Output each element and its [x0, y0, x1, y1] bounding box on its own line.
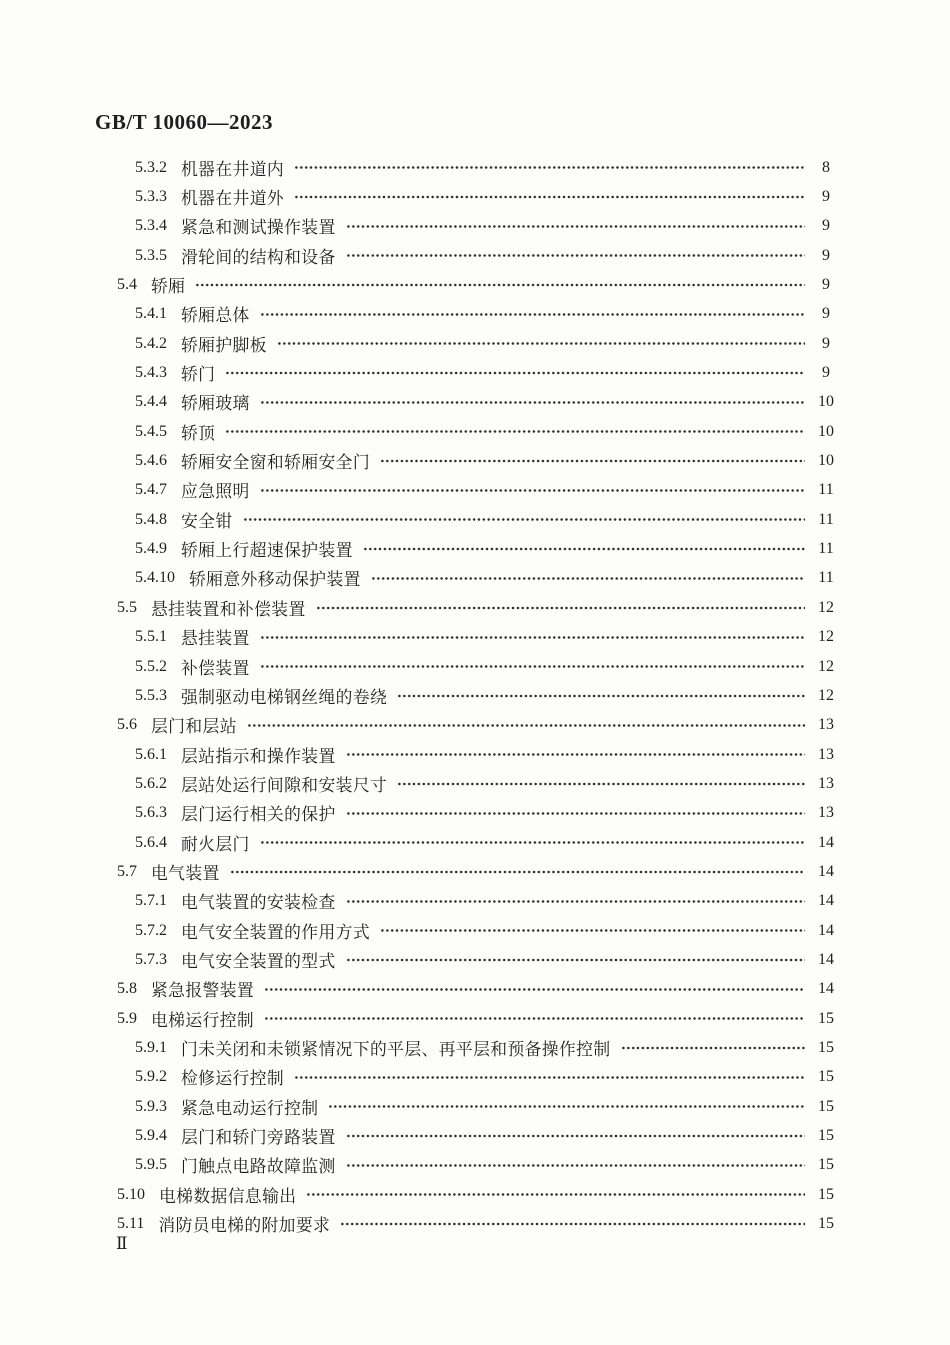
toc-entry-page: 12: [818, 598, 834, 616]
dot-leader: [195, 270, 805, 299]
dot-leader: [346, 1121, 805, 1150]
toc-entry-page: 9: [822, 305, 830, 323]
toc-entry-number: 5.5.1: [135, 628, 167, 646]
dot-leader: [346, 945, 805, 974]
dot-leader: [260, 476, 805, 505]
toc-entry-page: 15: [818, 1009, 834, 1027]
toc-entry-title: 滑轮间的结构和设备: [181, 247, 336, 267]
dot-leader: [346, 1151, 805, 1180]
toc-entry-number: 5.4: [117, 276, 137, 294]
toc-entry-number: 5.6.3: [135, 804, 167, 822]
toc-entry: [0, 945, 950, 974]
toc-entry-page: 14: [818, 921, 834, 939]
toc-entry-title: 强制驱动电梯钢丝绳的卷绕: [181, 687, 388, 707]
toc-entry: [0, 975, 950, 1004]
dot-leader: [260, 300, 805, 329]
toc-entry-number: 5.7.2: [135, 921, 167, 939]
toc-entry-page: 14: [818, 833, 834, 851]
toc-entry-number: 5.6.1: [135, 745, 167, 763]
toc-entry-number: 5.8: [117, 980, 137, 998]
toc-entry-title: 门触点电路故障监测: [181, 1157, 336, 1177]
dot-leader: [294, 182, 805, 211]
toc-entry-page: 13: [818, 804, 834, 822]
dot-leader: [380, 446, 805, 475]
toc-entry-number: 5.4.6: [135, 452, 167, 470]
toc-entry-title: 补偿装置: [181, 658, 250, 678]
toc-entry-number: 5.9.4: [135, 1127, 167, 1145]
toc-entry-page: 9: [822, 188, 830, 206]
toc-entry: [0, 681, 950, 710]
dot-leader: [260, 652, 805, 681]
toc-entry-title: 电气装置: [151, 863, 220, 883]
dot-leader: [346, 212, 805, 241]
toc-entry-title: 轿顶: [181, 423, 216, 443]
toc-list: [0, 153, 950, 1239]
toc-entry: [0, 857, 950, 886]
toc-entry-page: 10: [818, 393, 834, 411]
toc-entry-page: 12: [818, 686, 834, 704]
toc-entry-title: 门未关闭和未锁紧情况下的平层、再平层和预备操作控制: [181, 1039, 611, 1059]
dot-leader: [346, 799, 805, 828]
dot-leader: [346, 887, 805, 916]
toc-entry-title: 紧急报警装置: [151, 981, 255, 1001]
toc-entry-number: 5.6: [117, 716, 137, 734]
toc-entry: [0, 711, 950, 740]
toc-entry-number: 5.9.5: [135, 1156, 167, 1174]
toc-entry-number: 5.7.3: [135, 950, 167, 968]
toc-entry-number: 5.4.1: [135, 305, 167, 323]
dot-leader: [371, 564, 805, 593]
toc-entry-title: 轿厢意外移动保护装置: [189, 570, 361, 590]
dot-leader: [306, 1180, 805, 1209]
toc-entry-number: 5.3.4: [135, 217, 167, 235]
toc-entry: [0, 1151, 950, 1180]
toc-entry-page: 12: [818, 657, 834, 675]
toc-entry: [0, 769, 950, 798]
dot-leader: [260, 388, 805, 417]
toc-entry-page: 15: [818, 1215, 834, 1233]
dot-leader: [346, 740, 805, 769]
page-number-footer: Ⅱ: [116, 1234, 128, 1253]
toc-entry: [0, 417, 950, 446]
toc-entry-title: 层门和层站: [151, 717, 237, 737]
toc-entry-number: 5.4.2: [135, 334, 167, 352]
toc-entry: [0, 241, 950, 270]
toc-entry-number: 5.5.3: [135, 686, 167, 704]
toc-entry-number: 5.10: [117, 1185, 145, 1203]
dot-leader: [328, 1092, 805, 1121]
toc-entry-title: 轿厢护脚板: [181, 335, 267, 355]
toc-entry-number: 5.11: [117, 1215, 145, 1233]
toc-entry-number: 5.3.3: [135, 188, 167, 206]
toc-entry-number: 5.4.3: [135, 364, 167, 382]
toc-entry: [0, 828, 950, 857]
toc-entry: [0, 329, 950, 358]
toc-entry-title: 层门和轿门旁路装置: [181, 1128, 336, 1148]
dot-leader: [247, 711, 805, 740]
dot-leader: [294, 1063, 805, 1092]
toc-entry: [0, 1121, 950, 1150]
dot-leader: [340, 1209, 805, 1238]
toc-entry-page: 9: [822, 246, 830, 264]
toc-entry-title: 紧急和测试操作装置: [181, 218, 336, 238]
toc-entry-title: 悬挂装置和补偿装置: [151, 599, 306, 619]
toc-entry: [0, 446, 950, 475]
toc-entry-title: 轿厢上行超速保护装置: [181, 541, 353, 561]
toc-entry-number: 5.5.2: [135, 657, 167, 675]
toc-entry-page: 11: [818, 510, 834, 528]
toc-entry-title: 电气安全装置的作用方式: [181, 922, 370, 942]
toc-entry-number: 5.4.4: [135, 393, 167, 411]
toc-entry: [0, 652, 950, 681]
toc-entry-number: 5.7.1: [135, 892, 167, 910]
toc-entry: [0, 153, 950, 182]
toc-entry-title: 层门运行相关的保护: [181, 805, 336, 825]
toc-entry-page: 15: [818, 1097, 834, 1115]
toc-entry-page: 14: [818, 950, 834, 968]
toc-entry-title: 轿厢: [151, 277, 186, 297]
toc-entry-number: 5.4.8: [135, 510, 167, 528]
toc-entry-number: 5.7: [117, 862, 137, 880]
toc-entry-number: 5.9.1: [135, 1038, 167, 1056]
toc-entry-number: 5.4.9: [135, 540, 167, 558]
toc-entry-title: 层站处运行间隙和安装尺寸: [181, 775, 388, 795]
toc-entry-title: 检修运行控制: [181, 1069, 285, 1089]
toc-entry-page: 15: [818, 1038, 834, 1056]
toc-entry: [0, 1209, 950, 1238]
toc-entry-title: 电气装置的安装检查: [181, 893, 336, 913]
toc-entry-title: 耐火层门: [181, 834, 250, 854]
toc-entry-number: 5.6.2: [135, 774, 167, 792]
toc-entry: [0, 593, 950, 622]
dot-leader: [264, 1004, 805, 1033]
toc-entry-number: 5.6.4: [135, 833, 167, 851]
dot-leader: [260, 828, 805, 857]
dot-leader: [380, 916, 805, 945]
toc-entry-title: 轿厢安全窗和轿厢安全门: [181, 453, 370, 473]
toc-entry-page: 13: [818, 716, 834, 734]
toc-entry: [0, 1092, 950, 1121]
toc-entry-page: 15: [818, 1156, 834, 1174]
toc-entry: [0, 270, 950, 299]
toc-entry: [0, 358, 950, 387]
toc-entry-page: 9: [822, 276, 830, 294]
toc-entry-title: 机器在井道内: [181, 159, 285, 179]
standard-number-header: GB/T 10060—2023: [95, 110, 274, 134]
toc-entry-title: 层站指示和操作装置: [181, 746, 336, 766]
toc-entry: [0, 1033, 950, 1062]
toc-entry-page: 9: [822, 334, 830, 352]
toc-entry-page: 9: [822, 364, 830, 382]
dot-leader: [316, 593, 805, 622]
dot-leader: [225, 358, 805, 387]
dot-leader: [397, 681, 805, 710]
toc-entry-title: 电梯数据信息输出: [159, 1186, 297, 1206]
toc-entry-title: 悬挂装置: [181, 629, 250, 649]
toc-entry: [0, 534, 950, 563]
toc-entry-title: 轿厢玻璃: [181, 394, 250, 414]
toc-entry-title: 轿厢总体: [181, 306, 250, 326]
dot-leader: [264, 975, 805, 1004]
toc-entry-page: 11: [818, 540, 834, 558]
toc-entry: [0, 916, 950, 945]
dot-leader: [346, 241, 805, 270]
toc-entry: [0, 182, 950, 211]
toc-entry-title: 紧急电动运行控制: [181, 1098, 319, 1118]
toc-entry: [0, 388, 950, 417]
toc-entry-title: 安全钳: [181, 511, 233, 531]
toc-entry-number: 5.4.10: [135, 569, 175, 587]
dot-leader: [260, 623, 805, 652]
toc-entry-page: 10: [818, 422, 834, 440]
dot-leader: [397, 769, 805, 798]
toc-entry-title: 机器在井道外: [181, 189, 285, 209]
toc-entry-page: 14: [818, 980, 834, 998]
toc-entry: [0, 300, 950, 329]
toc-entry-number: 5.9: [117, 1009, 137, 1027]
toc-entry-title: 应急照明: [181, 482, 250, 502]
toc-entry-number: 5.9.3: [135, 1097, 167, 1115]
toc-entry: [0, 1004, 950, 1033]
toc-entry-number: 5.3.5: [135, 246, 167, 264]
toc-entry-page: 13: [818, 745, 834, 763]
dot-leader: [621, 1033, 805, 1062]
toc-entry: [0, 505, 950, 534]
toc-entry-page: 8: [822, 158, 830, 176]
toc-entry-page: 13: [818, 774, 834, 792]
dot-leader: [225, 417, 805, 446]
toc-entry-number: 5.3.2: [135, 158, 167, 176]
toc-entry-title: 消防员电梯的附加要求: [158, 1216, 331, 1236]
toc-entry-title: 轿门: [181, 365, 216, 385]
toc-entry-page: 11: [818, 481, 834, 499]
toc-entry-title: 电梯运行控制: [151, 1010, 255, 1030]
toc-entry: [0, 887, 950, 916]
toc-entry-page: 15: [818, 1068, 834, 1086]
dot-leader: [230, 857, 805, 886]
toc-entry: [0, 1063, 950, 1092]
toc-entry: [0, 1180, 950, 1209]
toc-entry-number: 5.4.5: [135, 422, 167, 440]
dot-leader: [363, 534, 805, 563]
toc-entry-page: 15: [818, 1127, 834, 1145]
toc-entry-page: 14: [818, 892, 834, 910]
toc-entry-number: 5.9.2: [135, 1068, 167, 1086]
toc-entry: [0, 799, 950, 828]
toc-entry-page: 12: [818, 628, 834, 646]
toc-entry-page: 9: [822, 217, 830, 235]
dot-leader: [243, 505, 805, 534]
dot-leader: [277, 329, 805, 358]
toc-entry-page: 15: [818, 1185, 834, 1203]
toc-entry: [0, 740, 950, 769]
toc-entry: [0, 212, 950, 241]
toc-entry: [0, 564, 950, 593]
toc-entry-number: 5.4.7: [135, 481, 167, 499]
toc-entry: [0, 476, 950, 505]
toc-entry-page: 14: [818, 862, 834, 880]
toc-entry-title: 电气安全装置的型式: [181, 951, 336, 971]
toc-entry-number: 5.5: [117, 598, 137, 616]
toc-entry-page: 11: [818, 569, 834, 587]
dot-leader: [294, 153, 805, 182]
toc-entry: [0, 623, 950, 652]
toc-entry-page: 10: [818, 452, 834, 470]
